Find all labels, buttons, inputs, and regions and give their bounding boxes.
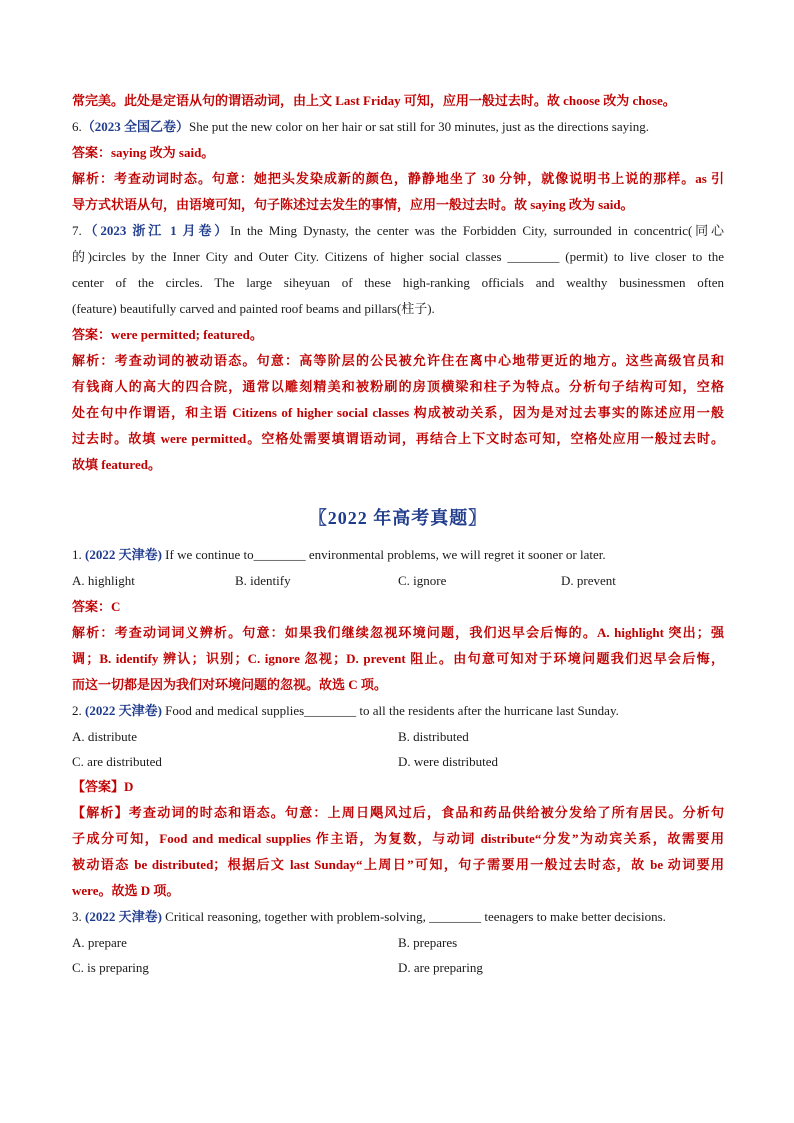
question-source: (2022 天津卷)	[85, 703, 162, 718]
analysis-line: 被动语态 be distributed；根据后文 last Sunday“上周日”可知，句子需要用一般过去时态，故 be 动词要用	[72, 857, 724, 872]
question-number: 6.	[72, 119, 82, 134]
option-c: C. ignore	[398, 573, 447, 588]
analysis-line: 故填 featured。	[72, 457, 161, 472]
option-d: D. were distributed	[398, 754, 499, 769]
question-line: center of the circles. The large siheyuan of these high-ranking officials and wealthy businessmen often	[72, 275, 724, 290]
options-3-row-2	[72, 955, 724, 980]
answer-7: 答案：were permitted; featured。	[72, 327, 263, 342]
question-source: （2023 全国乙卷）	[81, 119, 190, 134]
question-number: 3.	[72, 909, 82, 924]
question-number: 2.	[72, 703, 82, 718]
option-d: D. are preparing	[398, 960, 483, 975]
question-text: She put the new color on her hair or sat still for 30 minutes, just as the directions saying.	[189, 119, 649, 134]
question-line	[72, 218, 724, 244]
analysis-line: 有钱商人的高大的四合院，通常以雕刻精美和被粉刷的房顶横梁和柱子为特点。分析句子结构可知，空格	[72, 379, 724, 394]
question-source: (2022 天津卷)	[85, 909, 162, 924]
option-b: B. identify	[235, 573, 291, 588]
question-line: 的)circles by the Inner City and Outer City. Citizens of higher social classes ________ (permit) to live closer to the	[72, 249, 724, 264]
options-2-row-1	[72, 724, 724, 749]
option-c: C. are distributed	[72, 754, 162, 769]
analysis-2	[72, 800, 724, 904]
analysis-1	[72, 620, 724, 698]
analysis-line: 而这一切都是因为我们对环境问题的忽视。故选 C 项。	[72, 677, 387, 692]
options-2-row-2	[72, 749, 724, 774]
analysis-line: 【解析】考查动词的时态和语态。句意：上周日飓风过后，食品和药品供给被分发给了所有居民。分析句	[72, 805, 724, 820]
answer-1: 答案：C	[72, 599, 121, 614]
question-source: （2023 浙江 1 月卷）	[81, 223, 231, 238]
question-line: (feature) beautifully carved and painted roof beams and pillars(柱子).	[72, 301, 435, 316]
analysis-line: 导方式状语从句，由语境可知，句子陈述过去发生的事情，应用一般过去时。故 saying 改为 said。	[72, 197, 634, 212]
question-text: In the Ming Dynasty, the center was the Forbidden City, surrounded in concentric(同心	[230, 223, 724, 238]
previous-analysis-line: 常完美。此处是定语从句的谓语动词，由上文 Last Friday 可知，应用一般过去时。故 choose 改为 chose。	[72, 93, 676, 108]
options-1	[72, 568, 724, 594]
option-a: A. prepare	[72, 935, 127, 950]
analysis-7	[72, 348, 724, 478]
analysis-line: were。故选 D 项。	[72, 883, 180, 898]
answer-6: 答案：saying 改为 said。	[72, 145, 215, 160]
option-d: D. prevent	[561, 573, 616, 588]
analysis-line: 解析：考查动词的被动语态。句意：高等阶层的公民被允许住在离中心地带更近的地方。这些高级官员和	[72, 353, 724, 368]
analysis-6	[72, 166, 724, 218]
question-source: (2022 天津卷)	[85, 547, 162, 562]
question-1	[72, 542, 724, 568]
option-b: B. distributed	[398, 729, 469, 744]
question-number: 1.	[72, 547, 82, 562]
document-page	[72, 88, 724, 980]
analysis-line: 解析：考查动词词义辨析。句意：如果我们继续忽视环境问题，我们迟早会后悔的。A. highlight 突出；强	[72, 625, 724, 640]
option-a: A. distribute	[72, 729, 137, 744]
question-6	[72, 114, 724, 140]
question-3	[72, 904, 724, 930]
option-b: B. prepares	[398, 935, 458, 950]
analysis-line: 过去时。故填 were permitted。空格处需要填谓语动词，再结合上下文时态可知，空格处应用一般过去时。	[72, 431, 724, 446]
analysis-line: 子成分可知，Food and medical supplies 作主语，为复数，与动词 distribute“分发”为动宾关系，故需要用	[72, 831, 724, 846]
option-a: A. highlight	[72, 573, 135, 588]
question-text: Critical reasoning, together with problem-solving, ________ teenagers to make better decisions.	[165, 909, 666, 924]
question-number: 7.	[72, 223, 82, 238]
analysis-line: 解析：考查动词时态。句意：她把头发染成新的颜色，静静地坐了 30 分钟，就像说明书上说的那样。as 引	[72, 171, 724, 186]
question-2	[72, 698, 724, 724]
options-3-row-1	[72, 930, 724, 955]
analysis-line: 调；B. identify 辨认；识别；C. ignore 忽视；D. prevent 阻止。由句意可知对于环境问题我们迟早会后悔，	[72, 651, 724, 666]
section-heading: 〖2022 年高考真题〗	[308, 508, 488, 528]
question-text: Food and medical supplies________ to all the residents after the hurricane last Sunday.	[165, 703, 619, 718]
option-c: C. is preparing	[72, 960, 149, 975]
answer-2: 【答案】D	[72, 779, 134, 794]
analysis-line: 处在句中作谓语，和主语 Citizens of higher social classes 构成被动关系，因为是对过去事实的陈述应用一般	[72, 405, 724, 420]
question-text: If we continue to________ environmental problems, we will regret it sooner or later.	[165, 547, 606, 562]
question-7	[72, 218, 724, 322]
